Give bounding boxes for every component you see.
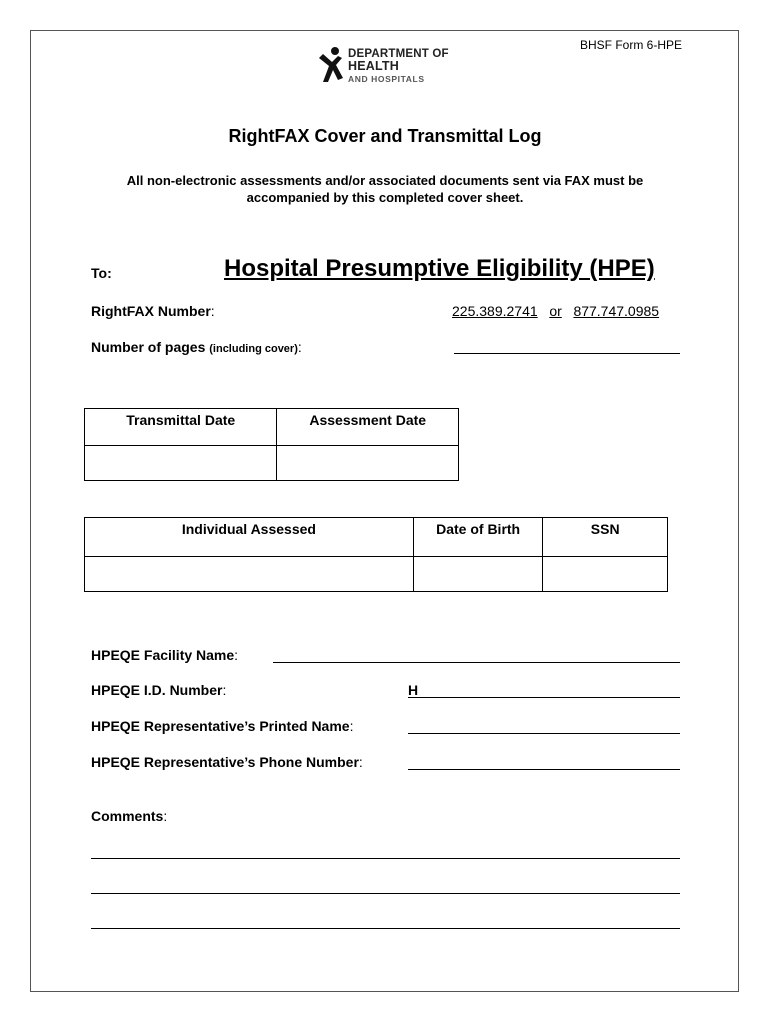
to-label: To: [91, 265, 112, 281]
facility-name-label: HPEQE Facility Name: [91, 647, 239, 663]
department-logo [316, 46, 476, 90]
to-value: Hospital Presumptive Eligibility (HPE) [224, 255, 655, 282]
comments-line-2[interactable] [91, 893, 680, 894]
page-title: RightFAX Cover and Transmittal Log [228, 126, 542, 146]
date-of-birth-header: Date of Birth [413, 518, 543, 557]
rep-phone-label: HPEQE Representative’s Phone Number: [91, 754, 363, 770]
rep-phone-input-line[interactable] [408, 769, 680, 770]
date-table [84, 408, 459, 481]
logo-line-3: AND HOSPITALS [348, 74, 425, 84]
individual-table [84, 517, 668, 592]
comments-label: Comments: [91, 808, 168, 824]
id-number-label: HPEQE I.D. Number: [91, 682, 227, 698]
transmittal-date-cell[interactable] [85, 446, 277, 481]
id-number-input-line[interactable] [408, 697, 680, 698]
rep-name-label: HPEQE Representative’s Printed Name: [91, 718, 354, 734]
ssn-header: SSN [543, 518, 668, 557]
ssn-cell[interactable] [543, 557, 668, 592]
assessment-date-cell[interactable] [277, 446, 459, 481]
individual-assessed-cell[interactable] [85, 557, 414, 592]
figure-logo-icon [316, 46, 346, 86]
date-of-birth-cell[interactable] [413, 557, 543, 592]
logo-line-1: DEPARTMENT OF [348, 48, 449, 60]
form-code: BHSF Form 6-HPE [580, 38, 683, 52]
fax-number-secondary: 877.747.0985 [573, 303, 660, 319]
logo-line-2: HEALTH [348, 59, 399, 73]
individual-assessed-header: Individual Assessed [85, 518, 414, 557]
facility-name-input-line[interactable] [273, 662, 680, 663]
comments-line-1[interactable] [91, 858, 680, 859]
id-number-prefix: H [408, 682, 419, 698]
transmittal-date-header: Transmittal Date [85, 409, 277, 446]
comments-line-3[interactable] [91, 928, 680, 929]
pages-label: Number of pages (including cover): [91, 339, 302, 355]
pages-input-line[interactable] [454, 353, 680, 354]
fax-number-primary: 225.389.2741 [452, 303, 538, 319]
fax-number-value [452, 303, 659, 319]
fax-number-separator: or [549, 303, 562, 319]
rep-name-input-line[interactable] [408, 733, 680, 734]
assessment-date-header: Assessment Date [277, 409, 459, 446]
notice-text: All non-electronic assessments and/or associated documents sent via FAX must be accompanied by this completed cover sheet. [126, 173, 644, 205]
fax-number-label: RightFAX Number: [91, 303, 215, 319]
